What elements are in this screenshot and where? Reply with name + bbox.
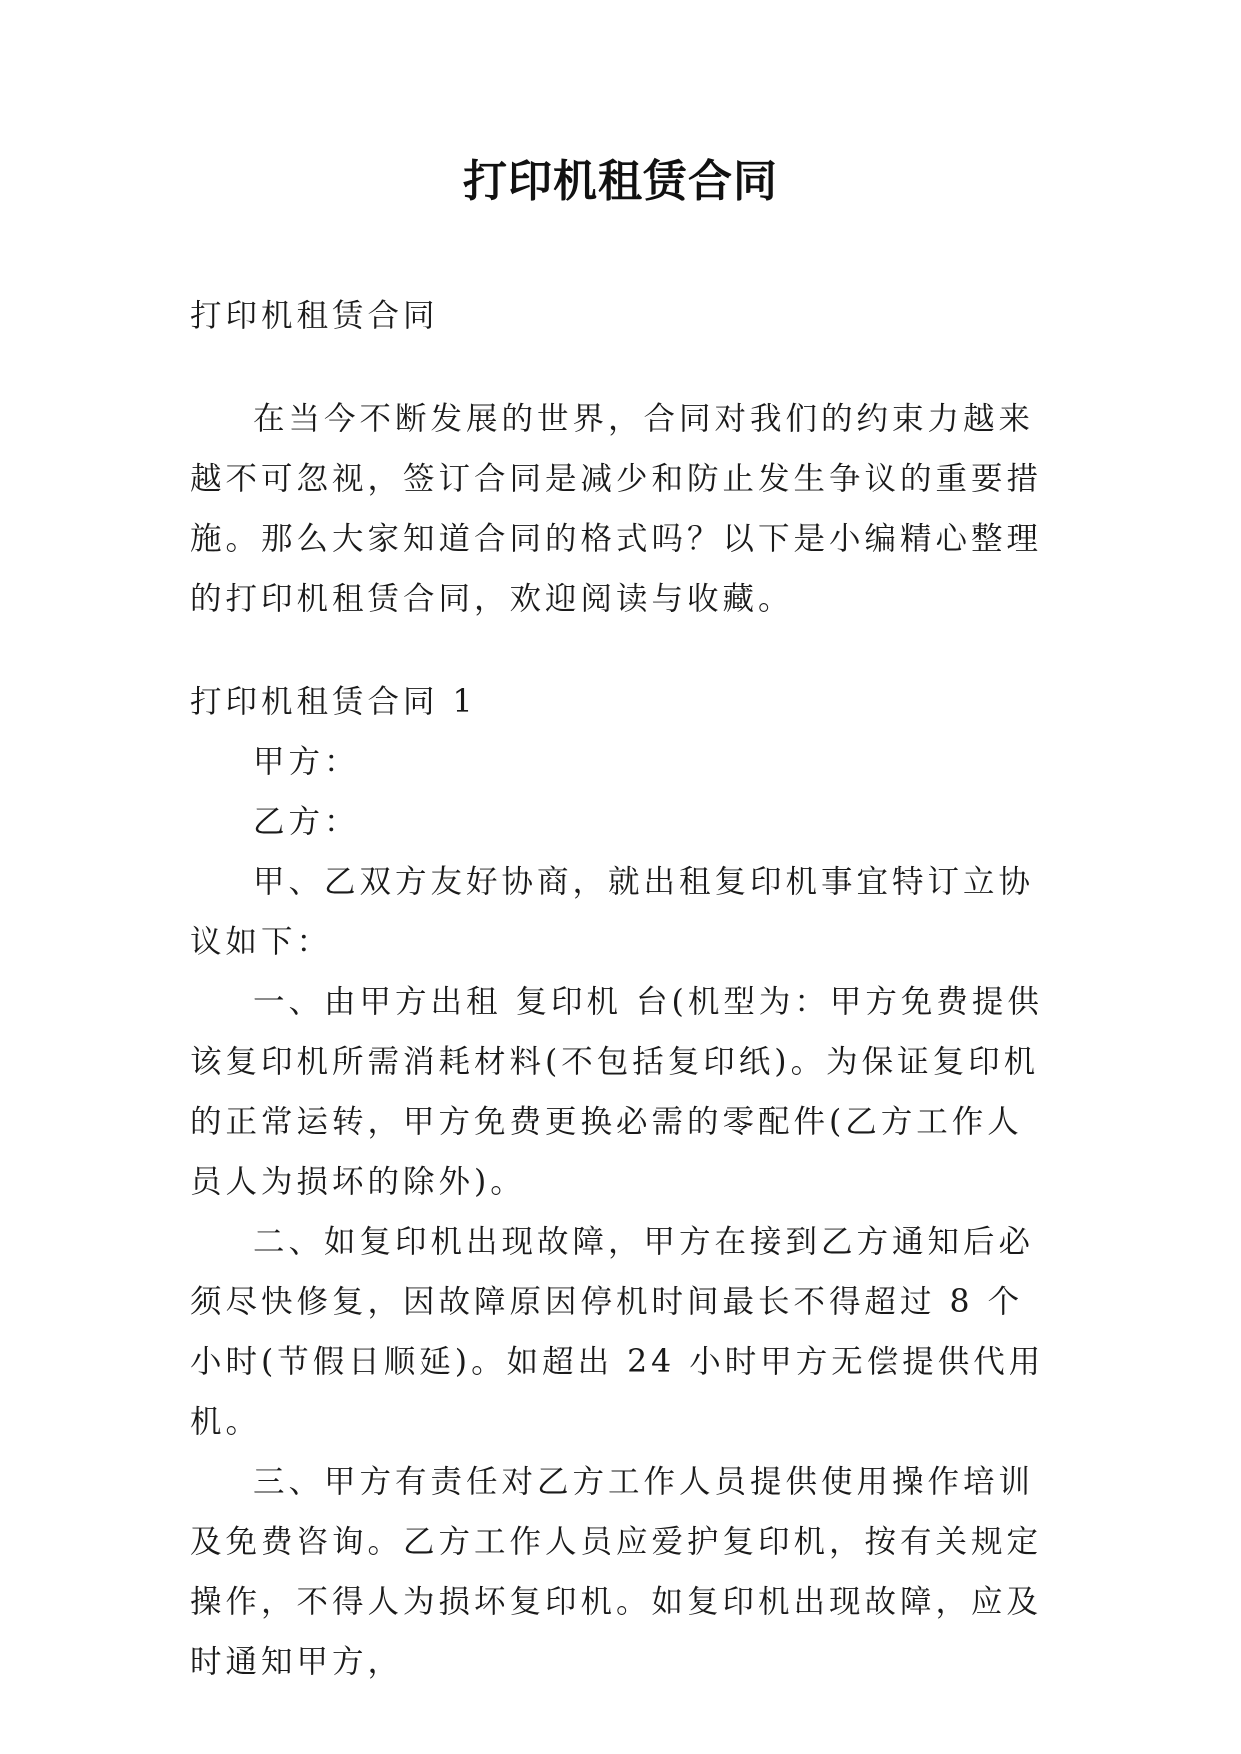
clause-3-paragraph: 三、甲方有责任对乙方工作人员提供使用操作培训及免费咨询。乙方工作人员应爱护复印机，按有关规定操作，不得人为损坏复印机。如复印机出现故障，应及时通知甲方， (190, 1464, 1043, 1680)
intro-paragraph: 在当今不断发展的世界，合同对我们的约束力越来越不可忽视，签订合同是减少和防止发生争议的重要措施。那么大家知道合同的格式吗？以下是小编精心整理的打印机租赁合同，欢迎阅读与收藏。 (190, 401, 1043, 617)
document-subtitle: 打印机租赁合同 (190, 298, 439, 334)
party-b-line: 乙方： (253, 804, 360, 840)
clause-1-paragraph: 一、由甲方出租 复印机 台(机型为：甲方免费提供该复印机所需消耗材料(不包括复印纸)。为保证复印机的正常运转，甲方免费更换必需的零配件(乙方工作人员人为损坏的除外)。 (190, 984, 1043, 1200)
section-title: 打印机租赁合同 1 (190, 684, 477, 720)
clause-2-paragraph: 二、如复印机出现故障，甲方在接到乙方通知后必须尽快修复，因故障原因停机时间最长不得超过 8 个小时(节假日顺延)。如超出 24 小时甲方无偿提供代用机。 (190, 1224, 1045, 1440)
preamble-paragraph: 甲、乙双方友好协商，就出租复印机事宜特订立协议如下： (190, 864, 1035, 960)
document-body (190, 286, 1056, 1692)
document-title: 打印机租赁合同 (463, 156, 778, 207)
party-a-line: 甲方： (253, 744, 360, 780)
